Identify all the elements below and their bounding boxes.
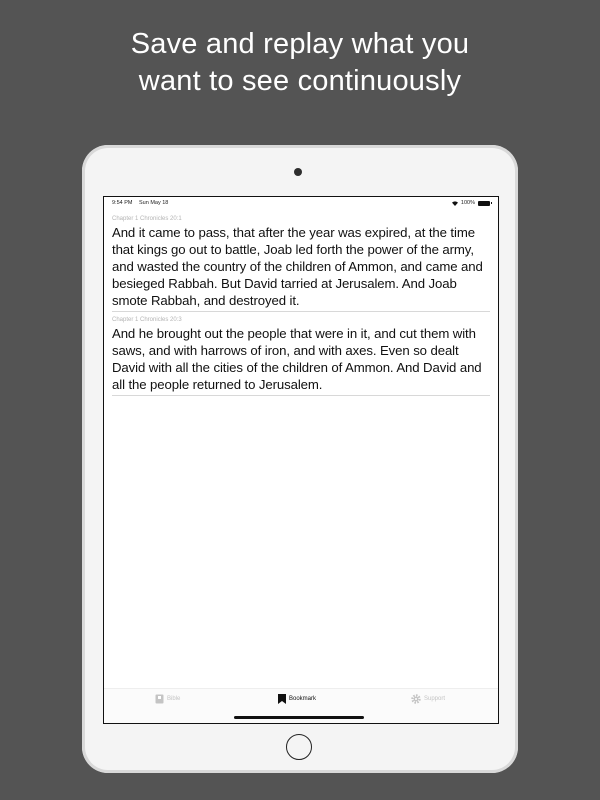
status-bar bbox=[112, 200, 490, 210]
verse-reference: Chapter 1 Chronicles 20:1 bbox=[112, 216, 182, 222]
status-time: 9:54 PM bbox=[112, 200, 133, 206]
list-item[interactable] bbox=[112, 316, 490, 396]
verse-reference: Chapter 1 Chronicles 20:3 bbox=[112, 317, 182, 323]
tab-bible[interactable] bbox=[155, 694, 180, 704]
battery-percent: 100% bbox=[460, 200, 475, 206]
tablet-frame bbox=[82, 145, 518, 773]
app-screen bbox=[103, 196, 499, 724]
headline-line-1: Save and replay what you bbox=[130, 28, 470, 60]
headline-line-2: want to see continuously bbox=[138, 65, 462, 97]
home-button[interactable] bbox=[286, 734, 312, 760]
battery-icon bbox=[478, 201, 490, 206]
book-icon bbox=[155, 694, 164, 704]
gear-icon bbox=[411, 694, 421, 704]
tab-label: Support bbox=[424, 696, 446, 702]
wifi-icon bbox=[452, 201, 458, 205]
tab-label: Bible bbox=[167, 696, 181, 702]
tab-support[interactable] bbox=[411, 694, 445, 704]
tab-bar bbox=[104, 688, 498, 723]
promo-headline bbox=[0, 26, 600, 100]
tab-label: Bookmark bbox=[289, 696, 317, 702]
camera-icon bbox=[294, 168, 302, 176]
status-date: Sun May 18 bbox=[139, 200, 169, 206]
verse-text: And it came to pass, that after the year was expired, at the time that kings go out to battle, Joab led forth the power of the army, and wasted the country of the children of Ammon, and came and besieged Rabbah. But David tarried at Jerusalem. And Joab smote Rabbah, and destroyed it. bbox=[112, 225, 483, 308]
tab-bookmark[interactable] bbox=[278, 694, 316, 704]
home-indicator[interactable] bbox=[234, 716, 364, 719]
list-item[interactable] bbox=[112, 215, 490, 312]
verse-text: And he brought out the people that were in it, and cut them with saws, and with harrows of iron, and with axes. Even so dealt David with all the cities of the children of Ammon. And David and all the people returned to Jerusalem. bbox=[112, 326, 482, 392]
bookmark-list bbox=[112, 215, 490, 400]
bookmark-icon bbox=[278, 694, 286, 704]
